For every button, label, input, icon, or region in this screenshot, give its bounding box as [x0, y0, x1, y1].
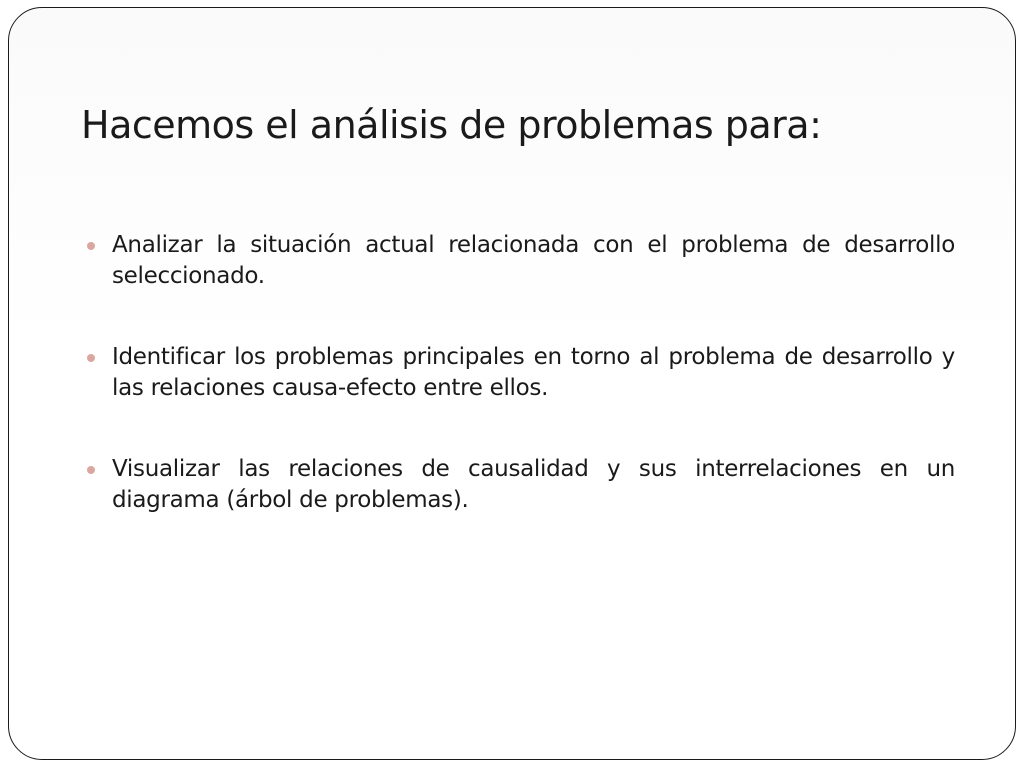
- bullet-text: Visualizar las relaciones de causalidad y sus interrelaciones en un diagrama (árbol de problemas).: [112, 456, 955, 513]
- bullet-dot-icon: [87, 466, 95, 474]
- bullet-text: Identificar los problemas principales en torno al problema de desarrollo y las relaciones causa-efecto entre ellos.: [112, 344, 955, 401]
- bullet-text: Analizar la situación actual relacionada con el problema de desarrollo seleccionado.: [112, 232, 955, 289]
- slide-title: Hacemos el análisis de problemas para:: [81, 103, 822, 148]
- slide-frame: [8, 7, 1016, 760]
- bullet-list: [85, 230, 955, 566]
- bullet-item: [85, 342, 955, 404]
- bullet-item: [85, 230, 955, 292]
- bullet-dot-icon: [87, 242, 95, 250]
- bullet-item: [85, 454, 955, 516]
- bullet-dot-icon: [87, 354, 95, 362]
